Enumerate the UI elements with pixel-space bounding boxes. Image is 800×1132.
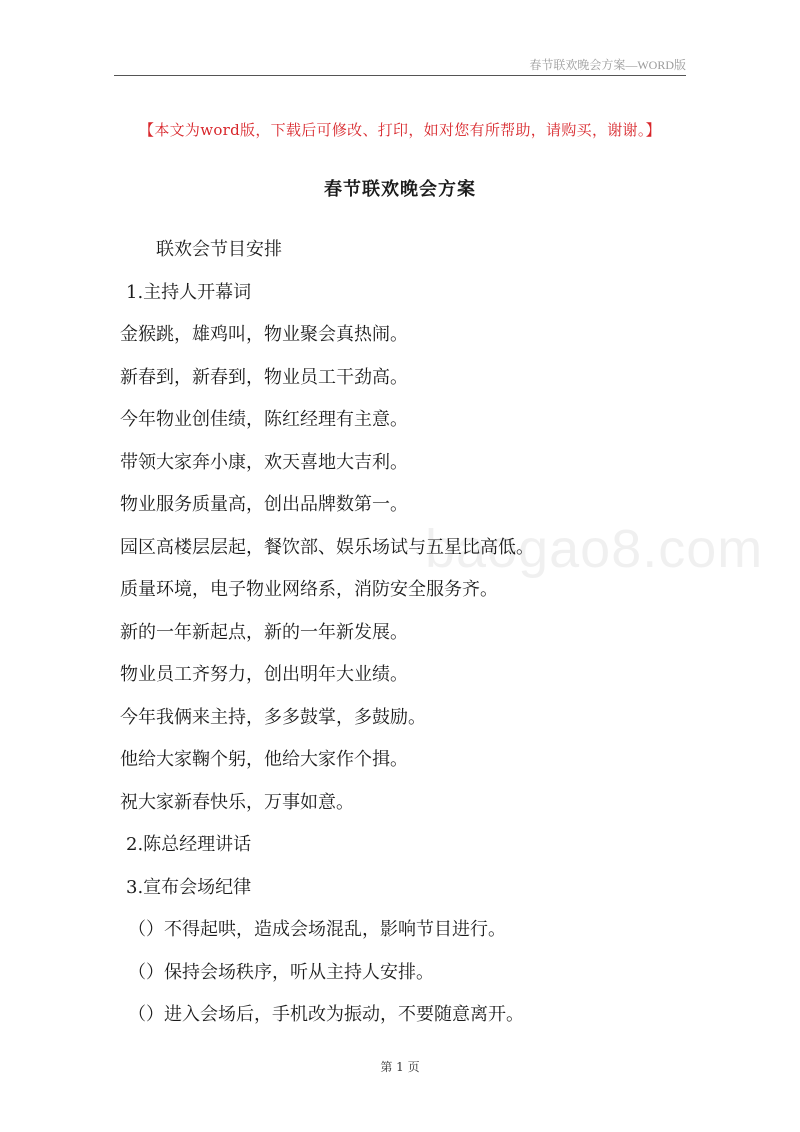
page-number: 第 1 页 bbox=[380, 1060, 420, 1074]
section-heading: 联欢会节目安排 bbox=[156, 239, 282, 260]
rule-line: （）保持会场秩序，听从主持人安排。 bbox=[128, 961, 434, 983]
verse-line: 园区高楼层层起，餐饮部、娱乐场试与五星比高低。 bbox=[120, 536, 534, 558]
agenda-item-3: 3.宣布会场纪律 bbox=[126, 876, 252, 898]
verse-line: 新春到，新春到，物业员工干劲高。 bbox=[120, 366, 408, 388]
site-watermark: baogao8.com bbox=[425, 519, 764, 579]
verse-line: 质量环境，电子物业网络系，消防安全服务齐。 bbox=[120, 579, 498, 600]
verse-line: 今年物业创佳绩，陈红经理有主意。 bbox=[120, 409, 408, 430]
rule-line: （）进入会场后，手机改为振动，不要随意离开。 bbox=[128, 1004, 524, 1025]
header-divider bbox=[114, 75, 686, 76]
running-header: 春节联欢晚会方案—WORD版 bbox=[529, 58, 686, 72]
agenda-item-1: 1.主持人开幕词 bbox=[126, 281, 252, 303]
download-notice: 【本文为word版，下载后可修改、打印，如对您有所帮助，请购买，谢谢。】 bbox=[139, 121, 661, 139]
verse-line: 带领大家奔小康，欢天喜地大吉利。 bbox=[120, 451, 408, 473]
document-body bbox=[120, 234, 686, 1042]
verse-line: 祝大家新春快乐，万事如意。 bbox=[120, 791, 354, 813]
verse-line: 物业员工齐努力，创出明年大业绩。 bbox=[120, 664, 408, 685]
verse-line: 金猴跳，雄鸡叫，物业聚会真热闹。 bbox=[120, 324, 408, 345]
verse-line: 新的一年新起点，新的一年新发展。 bbox=[120, 621, 408, 643]
document-title: 春节联欢晚会方案 bbox=[324, 179, 476, 200]
verse-line: 他给大家鞠个躬，他给大家作个揖。 bbox=[120, 749, 408, 770]
rule-line: （）不得起哄，造成会场混乱，影响节目进行。 bbox=[128, 919, 506, 940]
agenda-item-2: 2.陈总经理讲话 bbox=[126, 834, 252, 855]
verse-line: 物业服务质量高，创出品牌数第一。 bbox=[120, 494, 408, 515]
verse-line: 今年我俩来主持，多多鼓掌，多鼓励。 bbox=[120, 706, 426, 728]
